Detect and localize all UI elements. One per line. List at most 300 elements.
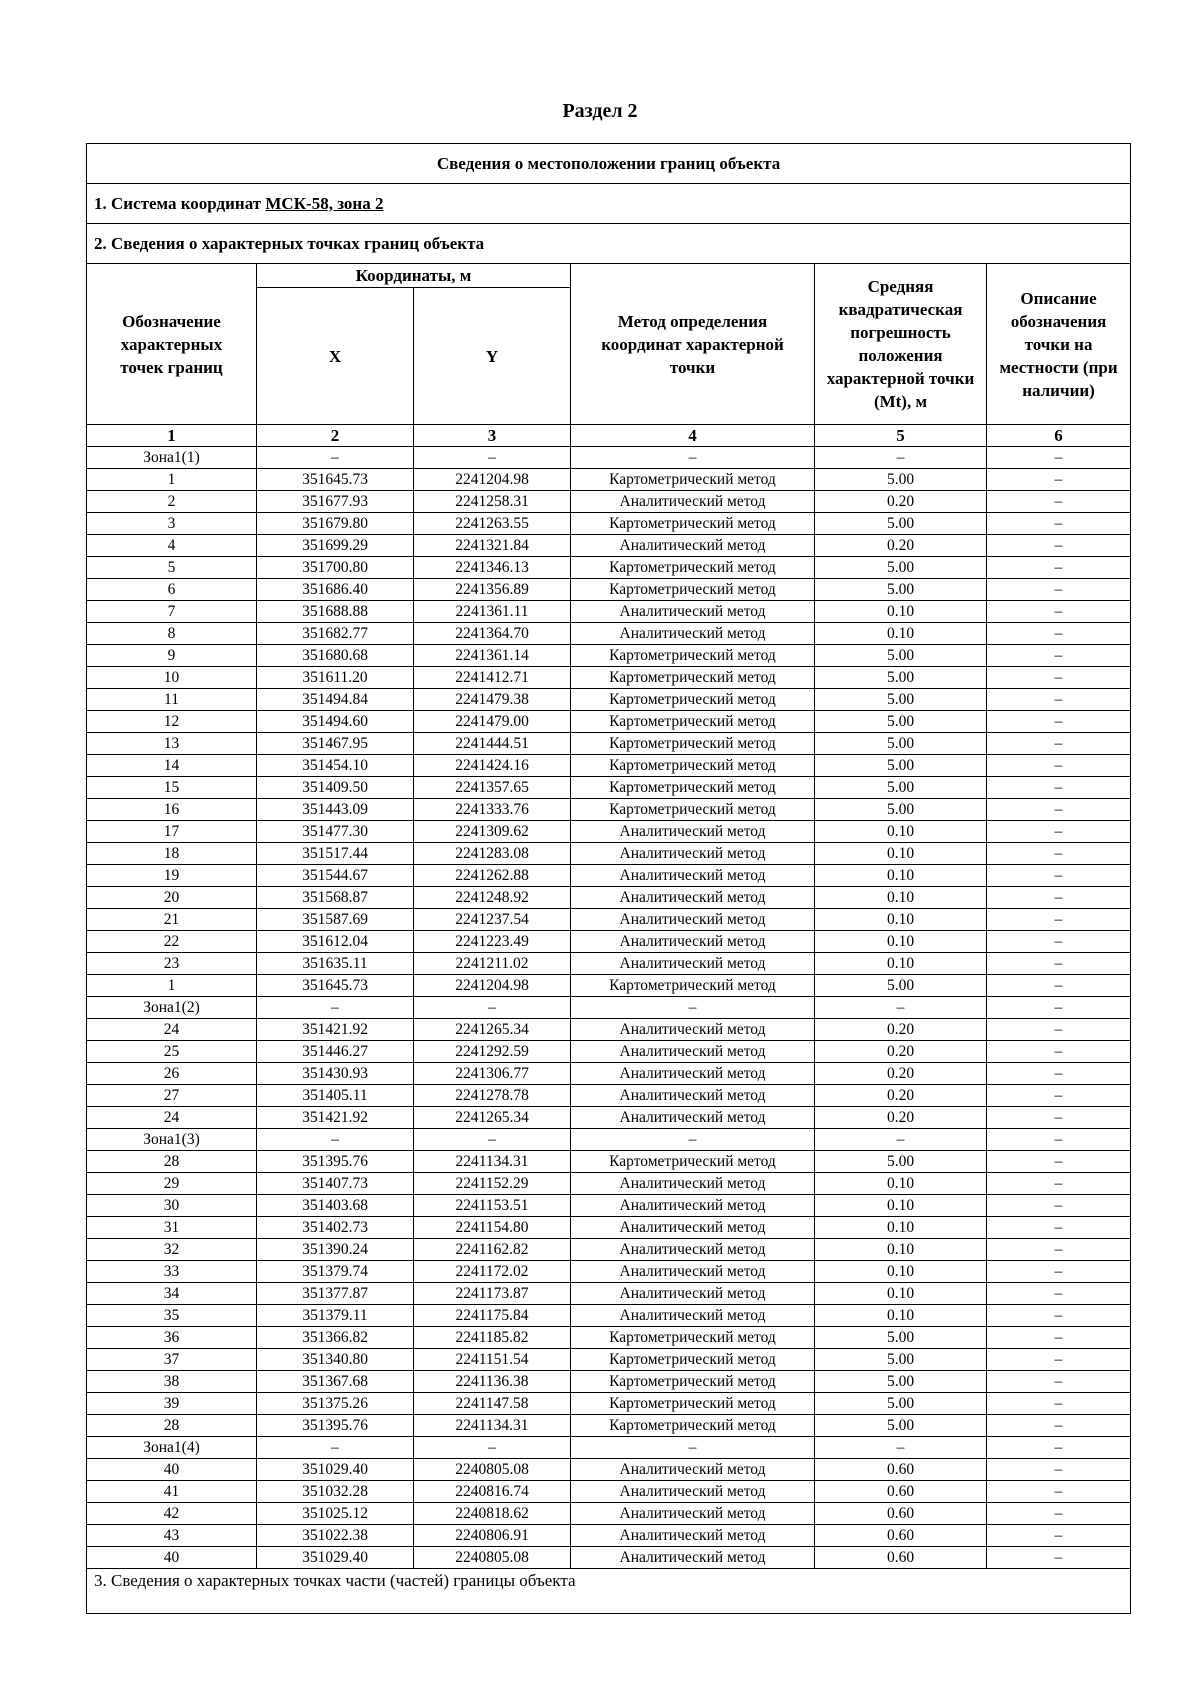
description-cell: – (987, 1349, 1131, 1371)
method-cell: Аналитический метод (571, 1305, 815, 1327)
description-cell: – (987, 1547, 1131, 1569)
y-coordinate-cell: 2240805.08 (414, 1459, 571, 1481)
table-row (87, 1547, 1131, 1569)
col-coordinates-header: Координаты, м (257, 264, 571, 288)
y-coordinate-cell: 2241292.59 (414, 1041, 571, 1063)
column-number: 2 (257, 425, 414, 447)
y-coordinate-cell: 2241134.31 (414, 1151, 571, 1173)
error-cell: 0.10 (815, 931, 987, 953)
method-cell: Аналитический метод (571, 1173, 815, 1195)
x-coordinate-cell: 351395.76 (257, 1415, 414, 1437)
error-cell: 0.60 (815, 1481, 987, 1503)
boundary-points-table (86, 143, 1131, 1614)
method-cell: Картометрический метод (571, 1151, 815, 1173)
y-coordinate-cell: – (414, 997, 571, 1019)
table-row (87, 513, 1131, 535)
table-row (87, 1019, 1131, 1041)
method-cell: Картометрический метод (571, 645, 815, 667)
error-cell: 0.10 (815, 843, 987, 865)
error-cell: 0.10 (815, 821, 987, 843)
point-name-cell: 18 (87, 843, 257, 865)
y-coordinate-cell: 2241283.08 (414, 843, 571, 865)
method-cell: Аналитический метод (571, 1525, 815, 1547)
description-cell: – (987, 1415, 1131, 1437)
col-y-header: Y (414, 288, 571, 425)
description-cell: – (987, 557, 1131, 579)
point-name-cell: 17 (87, 821, 257, 843)
x-coordinate-cell: 351403.68 (257, 1195, 414, 1217)
x-coordinate-cell: 351517.44 (257, 843, 414, 865)
x-coordinate-cell: 351421.92 (257, 1107, 414, 1129)
method-cell: Картометрический метод (571, 1371, 815, 1393)
point-name-cell: 6 (87, 579, 257, 601)
method-cell: – (571, 997, 815, 1019)
description-cell: – (987, 1327, 1131, 1349)
x-coordinate-cell: 351682.77 (257, 623, 414, 645)
table-row (87, 887, 1131, 909)
method-cell: Картометрический метод (571, 469, 815, 491)
method-cell: Аналитический метод (571, 1217, 815, 1239)
y-coordinate-cell: 2241175.84 (414, 1305, 571, 1327)
y-coordinate-cell: 2241333.76 (414, 799, 571, 821)
description-cell: – (987, 931, 1131, 953)
table-row (87, 1393, 1131, 1415)
x-coordinate-cell: 351375.26 (257, 1393, 414, 1415)
description-cell: – (987, 1459, 1131, 1481)
table-row (87, 667, 1131, 689)
x-coordinate-cell: 351645.73 (257, 975, 414, 997)
error-cell: 5.00 (815, 1349, 987, 1371)
y-coordinate-cell: 2241263.55 (414, 513, 571, 535)
table-row (87, 909, 1131, 931)
error-cell: 0.10 (815, 623, 987, 645)
point-name-cell: 32 (87, 1239, 257, 1261)
description-cell: – (987, 579, 1131, 601)
point-name-cell: 34 (87, 1283, 257, 1305)
y-coordinate-cell: 2240816.74 (414, 1481, 571, 1503)
point-name-cell: 7 (87, 601, 257, 623)
points-section-heading: 2. Сведения о характерных точках границ объекта (87, 224, 1131, 264)
description-cell: – (987, 1283, 1131, 1305)
table-row (87, 469, 1131, 491)
error-cell: 5.00 (815, 1151, 987, 1173)
table-row (87, 1217, 1131, 1239)
y-coordinate-cell: 2241356.89 (414, 579, 571, 601)
description-cell: – (987, 1305, 1131, 1327)
table-row (87, 1107, 1131, 1129)
point-name-cell: Зона1(3) (87, 1129, 257, 1151)
col-error-header (815, 264, 987, 425)
x-coordinate-cell: 351679.80 (257, 513, 414, 535)
x-coordinate-cell: 351635.11 (257, 953, 414, 975)
method-cell: Аналитический метод (571, 535, 815, 557)
method-cell: Аналитический метод (571, 821, 815, 843)
table-row (87, 1239, 1131, 1261)
description-cell: – (987, 799, 1131, 821)
y-coordinate-cell: 2241321.84 (414, 535, 571, 557)
x-coordinate-cell: 351405.11 (257, 1085, 414, 1107)
method-cell: Картометрический метод (571, 1327, 815, 1349)
y-coordinate-cell: – (414, 1129, 571, 1151)
y-coordinate-cell: 2241346.13 (414, 557, 571, 579)
table-row (87, 1371, 1131, 1393)
description-cell: – (987, 1151, 1131, 1173)
error-cell: 0.10 (815, 601, 987, 623)
col-error-label: Средняя квадратическая погрешность положения характерной точки (Mt), м (826, 277, 975, 411)
method-cell: Аналитический метод (571, 931, 815, 953)
x-coordinate-cell: 351454.10 (257, 755, 414, 777)
table-row (87, 1041, 1131, 1063)
error-cell: 0.60 (815, 1547, 987, 1569)
table-row (87, 997, 1131, 1019)
point-name-cell: Зона1(4) (87, 1437, 257, 1459)
table-row (87, 799, 1131, 821)
column-number: 1 (87, 425, 257, 447)
point-name-cell: 26 (87, 1063, 257, 1085)
column-number: 3 (414, 425, 571, 447)
method-cell: – (571, 1129, 815, 1151)
y-coordinate-cell: – (414, 447, 571, 469)
description-cell: – (987, 1393, 1131, 1415)
method-cell: Аналитический метод (571, 865, 815, 887)
x-coordinate-cell: 351367.68 (257, 1371, 414, 1393)
point-name-cell: 3 (87, 513, 257, 535)
description-cell: – (987, 645, 1131, 667)
x-coordinate-cell: 351446.27 (257, 1041, 414, 1063)
description-cell: – (987, 447, 1131, 469)
method-cell: Аналитический метод (571, 1547, 815, 1569)
x-coordinate-cell: – (257, 1129, 414, 1151)
coordinate-system-value: МСК-58, зона 2 (265, 193, 384, 213)
point-name-cell: 24 (87, 1019, 257, 1041)
method-cell: Картометрический метод (571, 733, 815, 755)
point-name-cell: 9 (87, 645, 257, 667)
table-row (87, 1129, 1131, 1151)
y-coordinate-cell: 2241204.98 (414, 469, 571, 491)
y-coordinate-cell: 2240818.62 (414, 1503, 571, 1525)
x-coordinate-cell: 351494.84 (257, 689, 414, 711)
method-cell: Аналитический метод (571, 1041, 815, 1063)
x-coordinate-cell: 351430.93 (257, 1063, 414, 1085)
method-cell: Аналитический метод (571, 953, 815, 975)
point-name-cell: 2 (87, 491, 257, 513)
y-coordinate-cell: 2241424.16 (414, 755, 571, 777)
description-cell: – (987, 865, 1131, 887)
point-name-cell: 4 (87, 535, 257, 557)
method-cell: Аналитический метод (571, 491, 815, 513)
error-cell: 0.10 (815, 1305, 987, 1327)
description-cell: – (987, 1085, 1131, 1107)
x-coordinate-cell: 351025.12 (257, 1503, 414, 1525)
table-row (87, 1151, 1131, 1173)
description-cell: – (987, 843, 1131, 865)
error-cell: 0.10 (815, 909, 987, 931)
y-coordinate-cell: 2241172.02 (414, 1261, 571, 1283)
table-row (87, 865, 1131, 887)
error-cell: 0.10 (815, 953, 987, 975)
description-cell: – (987, 1503, 1131, 1525)
x-coordinate-cell: 351680.68 (257, 645, 414, 667)
error-cell: 5.00 (815, 667, 987, 689)
point-name-cell: 37 (87, 1349, 257, 1371)
point-name-cell: 43 (87, 1525, 257, 1547)
point-name-cell: 24 (87, 1107, 257, 1129)
error-cell: 5.00 (815, 1327, 987, 1349)
table-row (87, 447, 1131, 469)
y-coordinate-cell: 2241136.38 (414, 1371, 571, 1393)
method-cell: Картометрический метод (571, 777, 815, 799)
x-coordinate-cell: – (257, 447, 414, 469)
point-name-cell: 30 (87, 1195, 257, 1217)
x-coordinate-cell: 351377.87 (257, 1283, 414, 1305)
point-name-cell: 16 (87, 799, 257, 821)
table-row (87, 711, 1131, 733)
table-row (87, 953, 1131, 975)
col-point-name-header: Обозначение характерных точек границ (87, 264, 257, 425)
table-row (87, 1481, 1131, 1503)
error-cell: – (815, 447, 987, 469)
error-cell: 0.10 (815, 1239, 987, 1261)
table-row (87, 1305, 1131, 1327)
y-coordinate-cell: 2241237.54 (414, 909, 571, 931)
description-cell: – (987, 733, 1131, 755)
y-coordinate-cell: 2241153.51 (414, 1195, 571, 1217)
y-coordinate-cell: 2241204.98 (414, 975, 571, 997)
x-coordinate-cell: 351611.20 (257, 667, 414, 689)
y-coordinate-cell: 2240805.08 (414, 1547, 571, 1569)
y-coordinate-cell: 2241223.49 (414, 931, 571, 953)
y-coordinate-cell: 2241185.82 (414, 1327, 571, 1349)
table-row (87, 843, 1131, 865)
description-cell: – (987, 1261, 1131, 1283)
description-cell: – (987, 953, 1131, 975)
description-cell: – (987, 755, 1131, 777)
method-cell: Аналитический метод (571, 843, 815, 865)
column-numbers-row (87, 425, 1131, 447)
x-coordinate-cell: 351022.38 (257, 1525, 414, 1547)
coordinate-system-label: 1. Система координат (94, 193, 262, 213)
description-cell: – (987, 821, 1131, 843)
x-coordinate-cell: 351477.30 (257, 821, 414, 843)
error-cell: 0.10 (815, 1217, 987, 1239)
method-cell: Аналитический метод (571, 1459, 815, 1481)
table-row (87, 1283, 1131, 1305)
error-cell: 5.00 (815, 1393, 987, 1415)
y-coordinate-cell: 2241162.82 (414, 1239, 571, 1261)
table-row (87, 1525, 1131, 1547)
coordinate-system-line (87, 184, 1131, 224)
point-name-cell: 22 (87, 931, 257, 953)
point-name-cell: 10 (87, 667, 257, 689)
x-coordinate-cell: 351409.50 (257, 777, 414, 799)
table-row (87, 1195, 1131, 1217)
point-name-cell: 38 (87, 1371, 257, 1393)
x-coordinate-cell: 351699.29 (257, 535, 414, 557)
y-coordinate-cell: 2241479.38 (414, 689, 571, 711)
method-cell: Картометрический метод (571, 755, 815, 777)
table-row (87, 1173, 1131, 1195)
table-row (87, 579, 1131, 601)
error-cell: 0.60 (815, 1525, 987, 1547)
point-name-cell: Зона1(2) (87, 997, 257, 1019)
y-coordinate-cell: 2241151.54 (414, 1349, 571, 1371)
x-coordinate-cell: 351677.93 (257, 491, 414, 513)
y-coordinate-cell: 2241444.51 (414, 733, 571, 755)
description-cell: – (987, 623, 1131, 645)
x-coordinate-cell: 351395.76 (257, 1151, 414, 1173)
table-row (87, 1063, 1131, 1085)
error-cell: 5.00 (815, 469, 987, 491)
point-name-cell: 20 (87, 887, 257, 909)
error-cell: 0.10 (815, 887, 987, 909)
table-row (87, 1503, 1131, 1525)
method-cell: Аналитический метод (571, 887, 815, 909)
description-cell: – (987, 711, 1131, 733)
description-cell: – (987, 1437, 1131, 1459)
x-coordinate-cell: 351340.80 (257, 1349, 414, 1371)
table-row (87, 733, 1131, 755)
x-coordinate-cell: 351379.74 (257, 1261, 414, 1283)
error-cell: 5.00 (815, 1371, 987, 1393)
section-heading-location: Сведения о местоположении границ объекта (87, 144, 1131, 184)
y-coordinate-cell: 2241211.02 (414, 953, 571, 975)
error-cell: 0.20 (815, 491, 987, 513)
x-coordinate-cell: 351443.09 (257, 799, 414, 821)
error-cell: 5.00 (815, 579, 987, 601)
point-name-cell: 39 (87, 1393, 257, 1415)
description-cell: – (987, 1129, 1131, 1151)
x-coordinate-cell: 351587.69 (257, 909, 414, 931)
error-cell: 0.10 (815, 865, 987, 887)
x-coordinate-cell: 351421.92 (257, 1019, 414, 1041)
description-cell: – (987, 1195, 1131, 1217)
y-coordinate-cell: 2241154.80 (414, 1217, 571, 1239)
point-name-cell: 36 (87, 1327, 257, 1349)
y-coordinate-cell: 2241262.88 (414, 865, 571, 887)
point-name-cell: 29 (87, 1173, 257, 1195)
col-x-header: X (257, 288, 414, 425)
method-cell: Аналитический метод (571, 1085, 815, 1107)
y-coordinate-cell: 2241134.31 (414, 1415, 571, 1437)
table-row (87, 821, 1131, 843)
x-coordinate-cell: 351645.73 (257, 469, 414, 491)
table-row (87, 1437, 1131, 1459)
method-cell: Аналитический метод (571, 1063, 815, 1085)
method-cell: Аналитический метод (571, 1239, 815, 1261)
point-name-cell: 27 (87, 1085, 257, 1107)
x-coordinate-cell: – (257, 997, 414, 1019)
description-cell: – (987, 1525, 1131, 1547)
y-coordinate-cell: 2241361.14 (414, 645, 571, 667)
y-coordinate-cell: 2241278.78 (414, 1085, 571, 1107)
description-cell: – (987, 601, 1131, 623)
x-coordinate-cell: – (257, 1437, 414, 1459)
description-cell: – (987, 491, 1131, 513)
point-name-cell: 23 (87, 953, 257, 975)
description-cell: – (987, 535, 1131, 557)
column-number: 5 (815, 425, 987, 447)
y-coordinate-cell: 2241173.87 (414, 1283, 571, 1305)
table-row (87, 975, 1131, 997)
method-cell: Аналитический метод (571, 1481, 815, 1503)
error-cell: 5.00 (815, 557, 987, 579)
point-name-cell: 13 (87, 733, 257, 755)
x-coordinate-cell: 351568.87 (257, 887, 414, 909)
error-cell: 0.20 (815, 535, 987, 557)
page-title: Раздел 2 (562, 100, 638, 122)
x-coordinate-cell: 351544.67 (257, 865, 414, 887)
description-cell: – (987, 997, 1131, 1019)
point-name-cell: 11 (87, 689, 257, 711)
table-row (87, 777, 1131, 799)
x-coordinate-cell: 351700.80 (257, 557, 414, 579)
description-cell: – (987, 1217, 1131, 1239)
description-cell: – (987, 689, 1131, 711)
table-row (87, 645, 1131, 667)
part-boundary-points-heading: 3. Сведения о характерных точках части (частей) границы объекта (87, 1569, 1131, 1614)
y-coordinate-cell: 2241265.34 (414, 1019, 571, 1041)
method-cell: – (571, 447, 815, 469)
point-name-cell: 31 (87, 1217, 257, 1239)
col-method-header: Метод определения координат характерной точки (571, 264, 815, 425)
point-name-cell: 12 (87, 711, 257, 733)
error-cell: – (815, 997, 987, 1019)
method-cell: Картометрический метод (571, 711, 815, 733)
point-name-cell: 41 (87, 1481, 257, 1503)
description-cell: – (987, 1063, 1131, 1085)
y-coordinate-cell: 2241152.29 (414, 1173, 571, 1195)
description-cell: – (987, 1173, 1131, 1195)
table-row (87, 557, 1131, 579)
method-cell: Картометрический метод (571, 557, 815, 579)
description-cell: – (987, 777, 1131, 799)
error-cell: 0.60 (815, 1459, 987, 1481)
point-name-cell: 25 (87, 1041, 257, 1063)
error-cell: 0.10 (815, 1283, 987, 1305)
error-cell: – (815, 1129, 987, 1151)
y-coordinate-cell: 2241479.00 (414, 711, 571, 733)
point-name-cell: 40 (87, 1459, 257, 1481)
method-cell: Картометрический метод (571, 667, 815, 689)
table-row (87, 491, 1131, 513)
description-cell: – (987, 1239, 1131, 1261)
point-name-cell: Зона1(1) (87, 447, 257, 469)
x-coordinate-cell: 351688.88 (257, 601, 414, 623)
y-coordinate-cell: 2241357.65 (414, 777, 571, 799)
description-cell: – (987, 975, 1131, 997)
method-cell: Аналитический метод (571, 1283, 815, 1305)
table-row (87, 1261, 1131, 1283)
description-cell: – (987, 1107, 1131, 1129)
method-cell: Аналитический метод (571, 623, 815, 645)
x-coordinate-cell: 351494.60 (257, 711, 414, 733)
table-row (87, 535, 1131, 557)
method-cell: Картометрический метод (571, 513, 815, 535)
method-cell: Картометрический метод (571, 975, 815, 997)
y-coordinate-cell: 2241412.71 (414, 667, 571, 689)
y-coordinate-cell: 2241364.70 (414, 623, 571, 645)
x-coordinate-cell: 351390.24 (257, 1239, 414, 1261)
x-coordinate-cell: 351407.73 (257, 1173, 414, 1195)
method-cell: Аналитический метод (571, 1503, 815, 1525)
x-coordinate-cell: 351467.95 (257, 733, 414, 755)
error-cell: 5.00 (815, 711, 987, 733)
method-cell: Картометрический метод (571, 799, 815, 821)
table-row (87, 1327, 1131, 1349)
column-number: 4 (571, 425, 815, 447)
table-row (87, 1085, 1131, 1107)
x-coordinate-cell: 351366.82 (257, 1327, 414, 1349)
